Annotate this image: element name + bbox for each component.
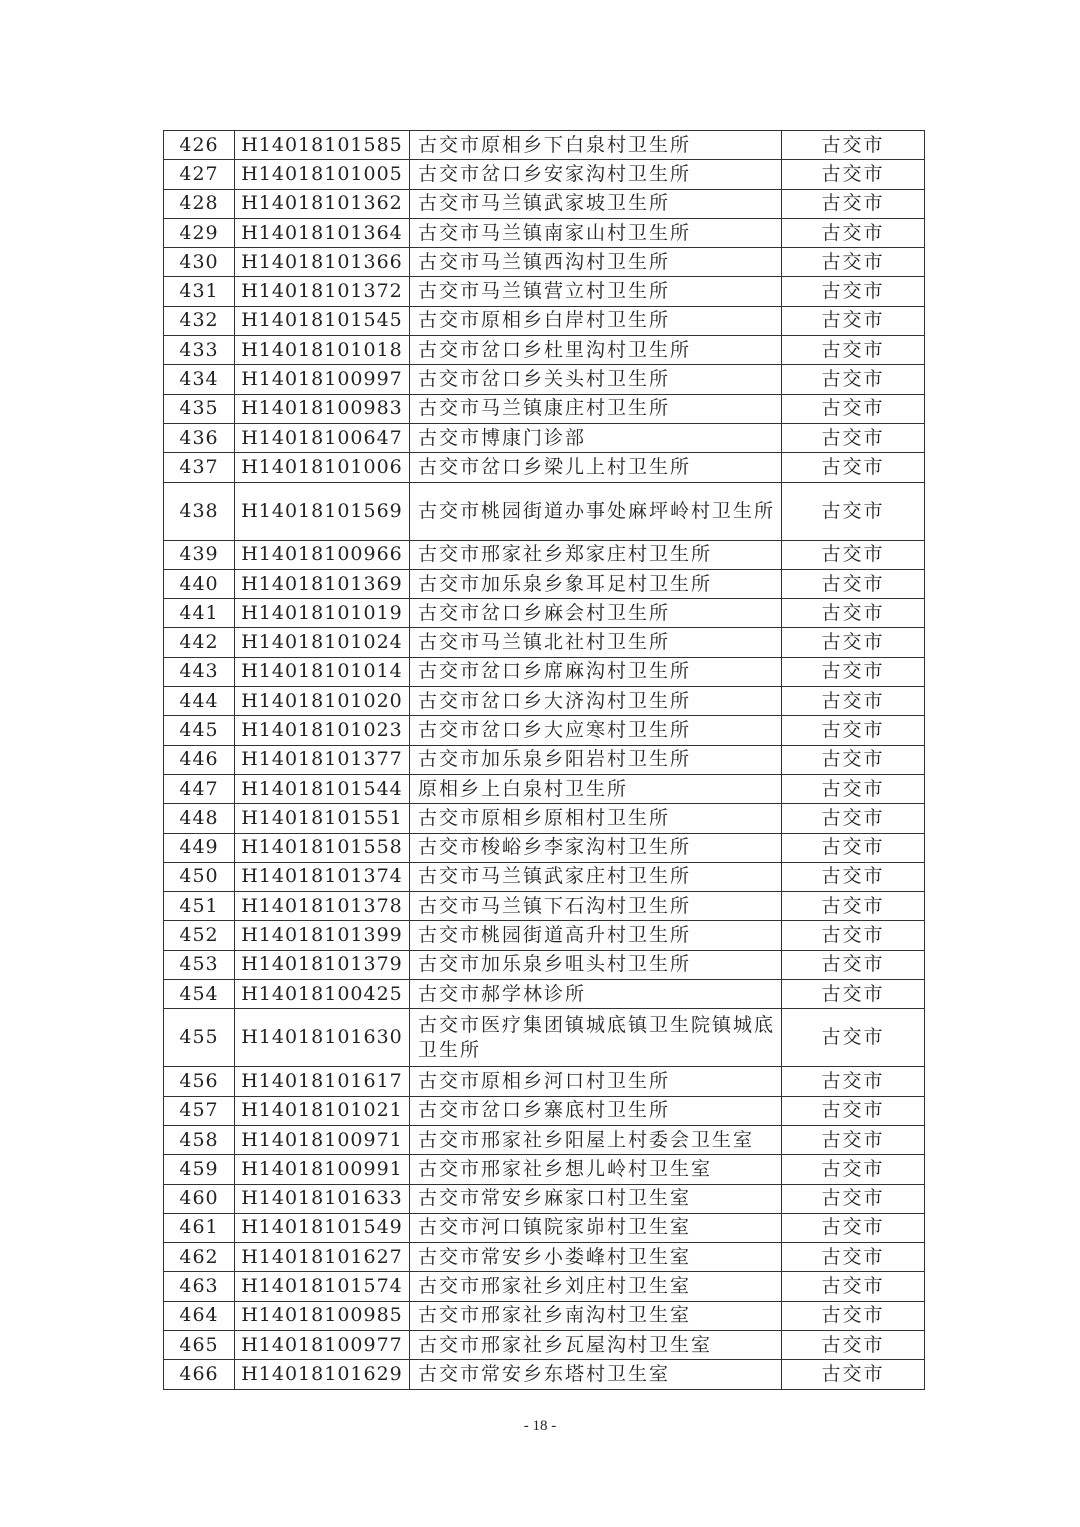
institution-code-cell: H14018100985 [235,1301,410,1330]
institution-name-cell: 古交市梭峪乡李家沟村卫生所 [410,833,782,862]
table-row [164,1360,925,1389]
institution-table [163,130,925,1390]
row-number-cell: 450 [164,862,235,891]
institution-code-cell: H14018101549 [235,1213,410,1242]
table-row [164,1213,925,1242]
city-cell: 古交市 [782,1213,925,1242]
table-row [164,1009,925,1067]
table-row [164,599,925,628]
table-row [164,1272,925,1301]
table-row [164,745,925,774]
institution-name-cell: 古交市岔口乡大应寒村卫生所 [410,716,782,745]
table-row [164,306,925,335]
institution-name-cell: 古交市岔口乡杜里沟村卫生所 [410,336,782,365]
institution-code-cell: H14018101558 [235,833,410,862]
city-cell: 古交市 [782,687,925,716]
row-number-cell: 430 [164,248,235,277]
institution-name-cell: 古交市岔口乡麻会村卫生所 [410,599,782,628]
table-row [164,892,925,921]
institution-name-cell: 古交市岔口乡寨底村卫生所 [410,1096,782,1125]
row-number-cell: 454 [164,980,235,1009]
table-row [164,862,925,891]
institution-code-cell: H14018101574 [235,1272,410,1301]
row-number-cell: 455 [164,1009,235,1067]
city-cell: 古交市 [782,1125,925,1154]
institution-code-cell: H14018100991 [235,1155,410,1184]
table-row [164,394,925,423]
institution-name-cell: 古交市原相乡原相村卫生所 [410,804,782,833]
institution-name-cell: 古交市邢家社乡瓦屋沟村卫生室 [410,1330,782,1359]
city-cell: 古交市 [782,862,925,891]
institution-name-cell: 古交市邢家社乡郑家庄村卫生所 [410,540,782,569]
institution-code-cell: H14018101006 [235,453,410,482]
institution-code-cell: H14018101627 [235,1243,410,1272]
institution-name-cell: 古交市河口镇院家峁村卫生室 [410,1213,782,1242]
row-number-cell: 438 [164,482,235,540]
institution-code-cell: H14018101005 [235,160,410,189]
institution-name-cell: 古交市邢家社乡阳屋上村委会卫生室 [410,1125,782,1154]
city-cell: 古交市 [782,482,925,540]
city-cell: 古交市 [782,218,925,247]
institution-name-cell: 古交市马兰镇西沟村卫生所 [410,248,782,277]
institution-name-cell: 古交市加乐泉乡咀头村卫生所 [410,950,782,979]
city-cell: 古交市 [782,1009,925,1067]
row-number-cell: 436 [164,423,235,452]
institution-code-cell: H14018101377 [235,745,410,774]
row-number-cell: 439 [164,540,235,569]
table-row [164,980,925,1009]
table-row [164,657,925,686]
institution-code-cell: H14018100997 [235,365,410,394]
institution-name-cell: 古交市邢家社乡南沟村卫生室 [410,1301,782,1330]
row-number-cell: 463 [164,1272,235,1301]
city-cell: 古交市 [782,628,925,657]
table-row [164,716,925,745]
institution-code-cell: H14018100425 [235,980,410,1009]
city-cell: 古交市 [782,453,925,482]
institution-name-cell: 古交市马兰镇营立村卫生所 [410,277,782,306]
row-number-cell: 466 [164,1360,235,1389]
city-cell: 古交市 [782,1243,925,1272]
row-number-cell: 447 [164,774,235,803]
institution-name-cell: 古交市岔口乡梁儿上村卫生所 [410,453,782,482]
city-cell: 古交市 [782,336,925,365]
table-row [164,1330,925,1359]
institution-code-cell: H14018101545 [235,306,410,335]
city-cell: 古交市 [782,1272,925,1301]
institution-code-cell: H14018101362 [235,189,410,218]
table-row [164,774,925,803]
row-number-cell: 426 [164,131,235,160]
city-cell: 古交市 [782,716,925,745]
institution-name-cell: 古交市常安乡东塔村卫生室 [410,1360,782,1389]
city-cell: 古交市 [782,248,925,277]
institution-code-cell: H14018101019 [235,599,410,628]
row-number-cell: 433 [164,336,235,365]
table-row [164,1184,925,1213]
institution-name-cell: 古交市马兰镇南家山村卫生所 [410,218,782,247]
institution-code-cell: H14018101633 [235,1184,410,1213]
institution-code-cell: H14018101366 [235,248,410,277]
institution-code-cell: H14018101544 [235,774,410,803]
institution-code-cell: H14018101551 [235,804,410,833]
institution-name-cell: 古交市岔口乡席麻沟村卫生所 [410,657,782,686]
table-row [164,365,925,394]
institution-name-cell: 古交市桃园街道办事处麻坪岭村卫生所 [410,482,782,540]
institution-name-cell: 古交市郝学林诊所 [410,980,782,1009]
table-row [164,833,925,862]
city-cell: 古交市 [782,657,925,686]
city-cell: 古交市 [782,365,925,394]
institution-name-cell: 古交市加乐泉乡象耳足村卫生所 [410,569,782,598]
city-cell: 古交市 [782,540,925,569]
institution-name-cell: 古交市马兰镇武家坡卫生所 [410,189,782,218]
row-number-cell: 461 [164,1213,235,1242]
page-number: - 18 - [523,1418,557,1434]
institution-name-cell: 古交市岔口乡大济沟村卫生所 [410,687,782,716]
row-number-cell: 451 [164,892,235,921]
city-cell: 古交市 [782,599,925,628]
row-number-cell: 443 [164,657,235,686]
institution-name-cell: 古交市马兰镇武家庄村卫生所 [410,862,782,891]
table-body [164,131,925,1390]
institution-name-cell: 古交市邢家社乡想儿岭村卫生室 [410,1155,782,1184]
city-cell: 古交市 [782,804,925,833]
table-row [164,1096,925,1125]
institution-name-cell: 古交市桃园街道高升村卫生所 [410,921,782,950]
institution-code-cell: H14018100971 [235,1125,410,1154]
institution-name-cell: 古交市医疗集团镇城底镇卫生院镇城底卫生所 [410,1009,782,1067]
institution-code-cell: H14018101374 [235,862,410,891]
city-cell: 古交市 [782,1360,925,1389]
row-number-cell: 428 [164,189,235,218]
table-row [164,131,925,160]
row-number-cell: 460 [164,1184,235,1213]
institution-name-cell: 古交市原相乡白岸村卫生所 [410,306,782,335]
row-number-cell: 465 [164,1330,235,1359]
table-row [164,189,925,218]
institution-name-cell: 古交市邢家社乡刘庄村卫生室 [410,1272,782,1301]
table-row [164,921,925,950]
row-number-cell: 452 [164,921,235,950]
row-number-cell: 462 [164,1243,235,1272]
institution-name-cell: 古交市常安乡小娄峰村卫生室 [410,1243,782,1272]
table-row [164,482,925,540]
city-cell: 古交市 [782,423,925,452]
institution-name-cell: 古交市马兰镇康庄村卫生所 [410,394,782,423]
institution-name-cell: 古交市岔口乡安家沟村卫生所 [410,160,782,189]
city-cell: 古交市 [782,569,925,598]
city-cell: 古交市 [782,921,925,950]
table-row [164,687,925,716]
table-row [164,1067,925,1096]
table-row [164,336,925,365]
table-row [164,277,925,306]
row-number-cell: 446 [164,745,235,774]
city-cell: 古交市 [782,160,925,189]
institution-name-cell: 古交市马兰镇下石沟村卫生所 [410,892,782,921]
city-cell: 古交市 [782,980,925,1009]
institution-code-cell: H14018101630 [235,1009,410,1067]
table-row [164,628,925,657]
institution-code-cell: H14018101024 [235,628,410,657]
institution-code-cell: H14018101399 [235,921,410,950]
city-cell: 古交市 [782,1184,925,1213]
row-number-cell: 429 [164,218,235,247]
row-number-cell: 434 [164,365,235,394]
institution-code-cell: H14018100647 [235,423,410,452]
city-cell: 古交市 [782,1067,925,1096]
city-cell: 古交市 [782,1096,925,1125]
row-number-cell: 444 [164,687,235,716]
city-cell: 古交市 [782,950,925,979]
row-number-cell: 427 [164,160,235,189]
institution-name-cell: 古交市原相乡下白泉村卫生所 [410,131,782,160]
row-number-cell: 449 [164,833,235,862]
table-row [164,569,925,598]
row-number-cell: 442 [164,628,235,657]
row-number-cell: 437 [164,453,235,482]
institution-name-cell: 古交市马兰镇北社村卫生所 [410,628,782,657]
institution-name-cell: 原相乡上白泉村卫生所 [410,774,782,803]
city-cell: 古交市 [782,1301,925,1330]
table-row [164,423,925,452]
city-cell: 古交市 [782,306,925,335]
row-number-cell: 457 [164,1096,235,1125]
institution-code-cell: H14018101369 [235,569,410,598]
city-cell: 古交市 [782,892,925,921]
institution-code-cell: H14018101617 [235,1067,410,1096]
institution-code-cell: H14018101569 [235,482,410,540]
institution-code-cell: H14018101378 [235,892,410,921]
table-row [164,1301,925,1330]
city-cell: 古交市 [782,131,925,160]
city-cell: 古交市 [782,774,925,803]
institution-code-cell: H14018101585 [235,131,410,160]
row-number-cell: 459 [164,1155,235,1184]
row-number-cell: 435 [164,394,235,423]
institution-code-cell: H14018100983 [235,394,410,423]
table-row [164,453,925,482]
institution-code-cell: H14018101372 [235,277,410,306]
row-number-cell: 440 [164,569,235,598]
table-row [164,160,925,189]
table-row [164,248,925,277]
table-row [164,950,925,979]
city-cell: 古交市 [782,1330,925,1359]
row-number-cell: 458 [164,1125,235,1154]
institution-name-cell: 古交市原相乡河口村卫生所 [410,1067,782,1096]
institution-code-cell: H14018101629 [235,1360,410,1389]
institution-code-cell: H14018101023 [235,716,410,745]
table-row [164,804,925,833]
row-number-cell: 448 [164,804,235,833]
row-number-cell: 453 [164,950,235,979]
row-number-cell: 464 [164,1301,235,1330]
table-row [164,218,925,247]
institution-code-cell: H14018101020 [235,687,410,716]
city-cell: 古交市 [782,745,925,774]
city-cell: 古交市 [782,189,925,218]
institution-code-cell: H14018101364 [235,218,410,247]
row-number-cell: 445 [164,716,235,745]
institution-name-cell: 古交市加乐泉乡阳岩村卫生所 [410,745,782,774]
institution-code-cell: H14018101014 [235,657,410,686]
city-cell: 古交市 [782,394,925,423]
table-row [164,1155,925,1184]
institution-code-cell: H14018100977 [235,1330,410,1359]
institution-code-cell: H14018101021 [235,1096,410,1125]
institution-name-cell: 古交市岔口乡关头村卫生所 [410,365,782,394]
institution-code-cell: H14018100966 [235,540,410,569]
institution-code-cell: H14018101018 [235,336,410,365]
institution-name-cell: 古交市博康门诊部 [410,423,782,452]
row-number-cell: 456 [164,1067,235,1096]
row-number-cell: 441 [164,599,235,628]
table-row [164,540,925,569]
row-number-cell: 431 [164,277,235,306]
city-cell: 古交市 [782,833,925,862]
table-row [164,1125,925,1154]
city-cell: 古交市 [782,277,925,306]
row-number-cell: 432 [164,306,235,335]
institution-code-cell: H14018101379 [235,950,410,979]
city-cell: 古交市 [782,1155,925,1184]
table-row [164,1243,925,1272]
institution-name-cell: 古交市常安乡麻家口村卫生室 [410,1184,782,1213]
